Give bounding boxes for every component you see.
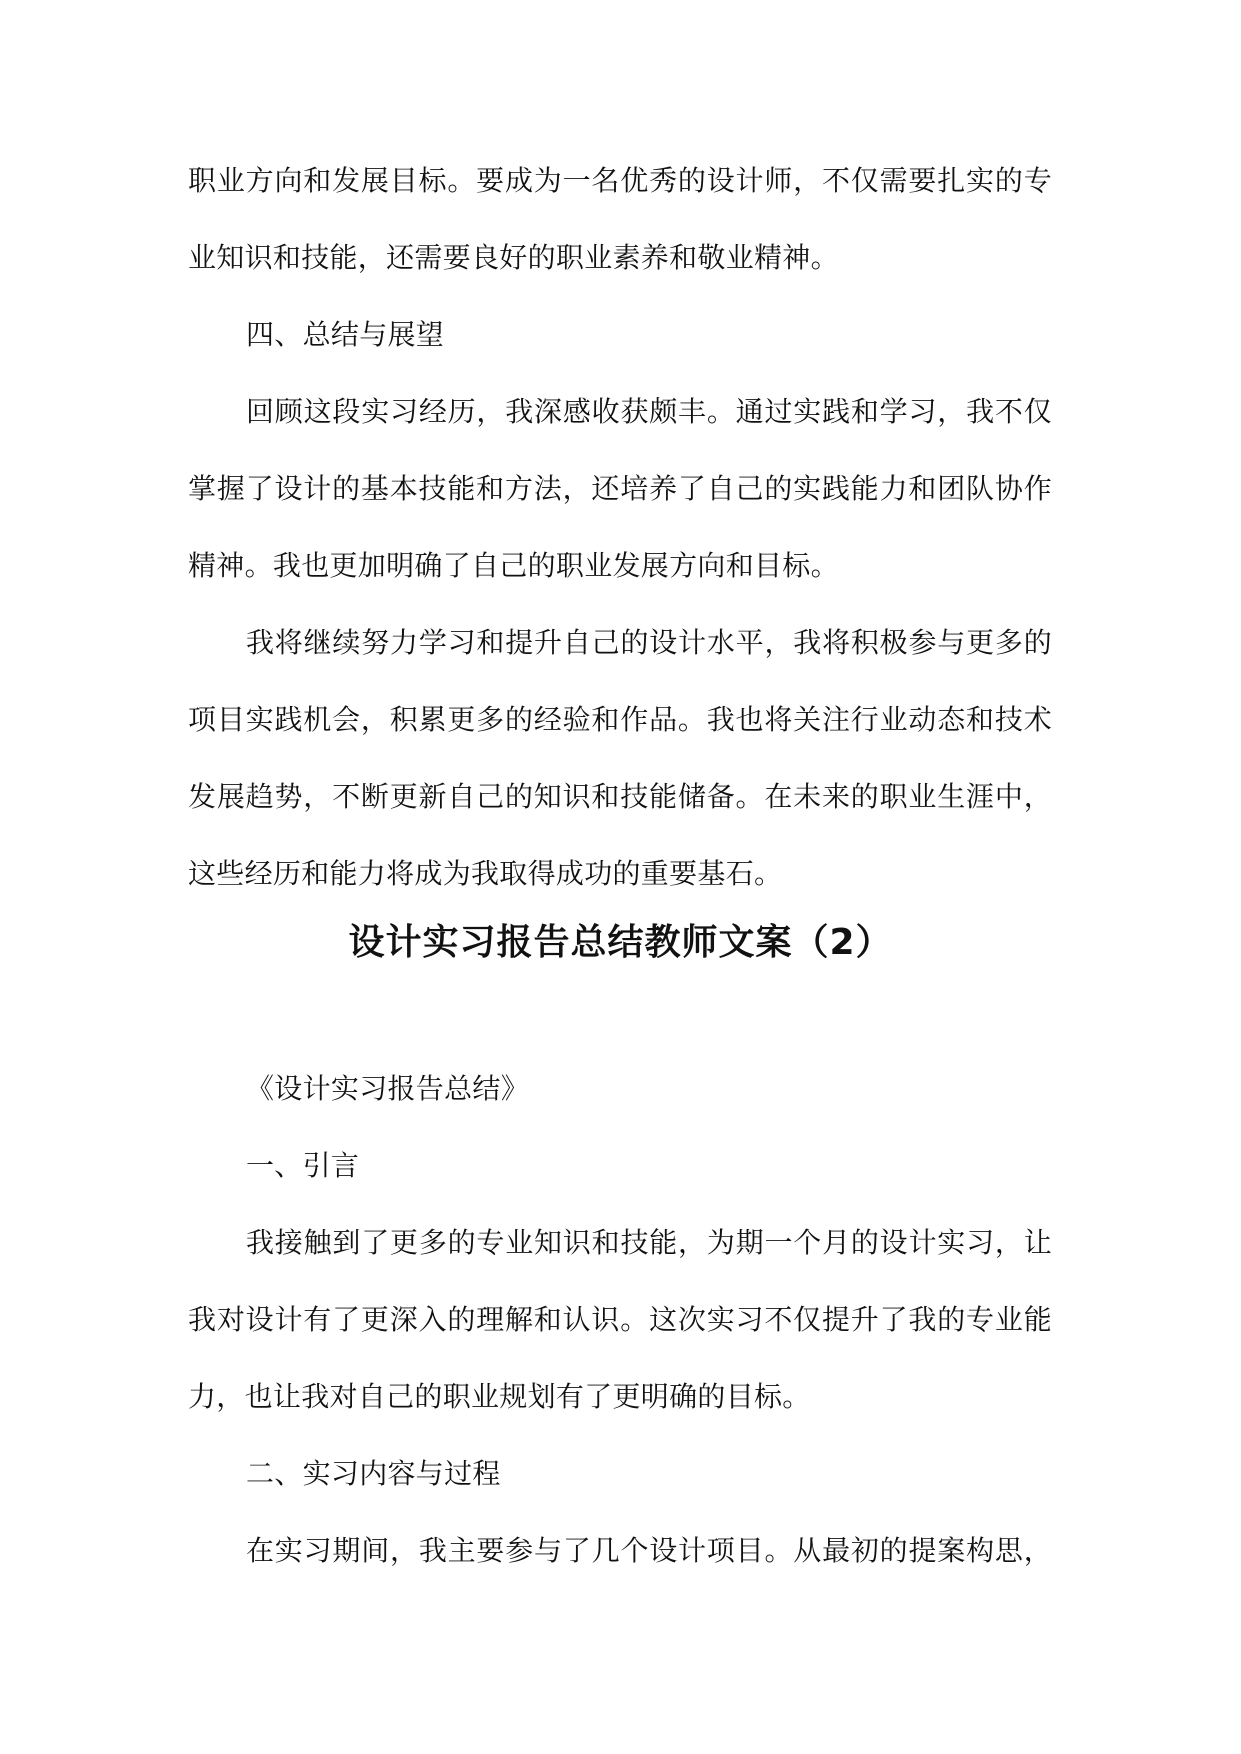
section-1-body	[188, 142, 1052, 912]
section-heading-content: 二、实习内容与过程	[246, 1457, 501, 1490]
paragraph-line: 力，也让我对自己的职业规划有了更明确的目标。	[188, 1380, 811, 1413]
document-title: 设计实习报告总结教师文案（2）	[348, 922, 893, 963]
paragraph-line: 项目实践机会，积累更多的经验和作品。我也将关注行业动态和技术	[188, 703, 1052, 736]
paragraph-line: 我将继续努力学习和提升自己的设计水平，我将积极参与更多的	[246, 626, 1052, 659]
paragraph-line: 发展趋势，不断更新自己的知识和技能储备。在未来的职业生涯中，	[188, 780, 1052, 813]
paragraph-line: 掌握了设计的基本技能和方法，还培养了自己的实践能力和团队协作	[188, 472, 1052, 505]
paragraph-line: 业知识和技能，还需要良好的职业素养和敬业精神。	[188, 241, 839, 274]
section-2-body	[188, 1050, 1052, 1589]
paragraph-line: 这些经历和能力将成为我取得成功的重要基石。	[188, 857, 783, 890]
paragraph-line: 精神。我也更加明确了自己的职业发展方向和目标。	[188, 549, 839, 582]
report-subtitle: 《设计实习报告总结》	[246, 1072, 530, 1105]
paragraph-line: 我对设计有了更深入的理解和认识。这次实习不仅提升了我的专业能	[188, 1303, 1052, 1336]
paragraph-line: 职业方向和发展目标。要成为一名优秀的设计师，不仅需要扎实的专	[188, 164, 1052, 197]
paragraph-line: 在实习期间，我主要参与了几个设计项目。从最初的提案构思，	[246, 1534, 1052, 1567]
paragraph-line: 我接触到了更多的专业知识和技能，为期一个月的设计实习，让	[246, 1226, 1052, 1259]
section-heading-introduction: 一、引言	[246, 1149, 360, 1182]
paragraph-line: 回顾这段实习经历，我深感收获颇丰。通过实践和学习，我不仅	[246, 395, 1052, 428]
section-heading-summary: 四、总结与展望	[246, 318, 445, 351]
